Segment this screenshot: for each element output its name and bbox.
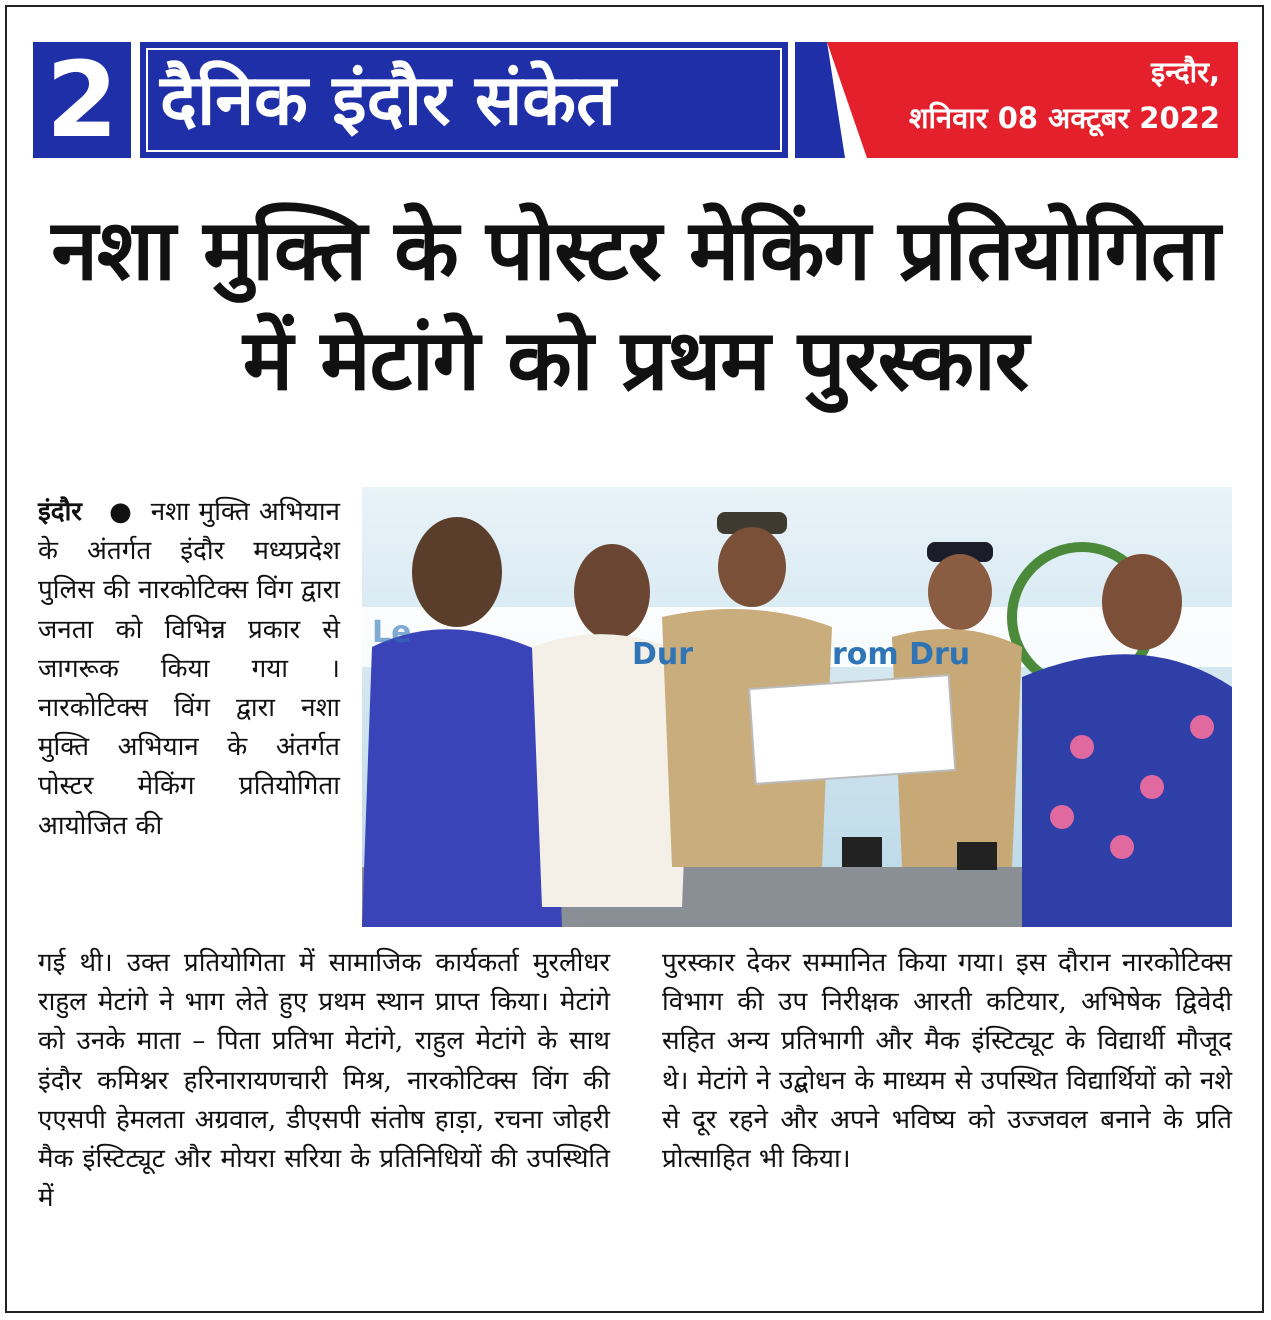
- person-5-head: [1102, 554, 1182, 650]
- page-number: 2: [33, 42, 131, 158]
- certificate: [749, 675, 955, 784]
- banner-text-left: Le: [372, 615, 412, 650]
- award-photo: [362, 487, 1232, 927]
- dateline-bullet: ●: [109, 497, 133, 527]
- floral-pattern-dot: [1050, 805, 1074, 829]
- person-4-head: [928, 554, 992, 630]
- dateline-box: [795, 42, 1238, 158]
- headline-line-2: में मेटांगे को प्रथम पुरस्कार: [242, 311, 1029, 409]
- article-column-left: गई थी। उक्त प्रतियोगिता में सामाजिक कार्यकर्ता मुरलीधर राहुल मेटांगे ने भाग लेते हुए प्रथम स्थान प्राप्त किया। मेटांगे को उनके माता – पिता प्रतिभा मेटांगे, राहुल मेटांगे के साथ इंदौर कमिश्नर हरिनारायणचारी मिश्र, नारकोटिक्स विंग की एएसपी हेमलता अग्रवाल, डीएसपी संतोष हाड़ा, रचना जोहरी मैक इंस्टिट्यूट और मोयरा सरिया के प्रतिनिधियों की उपस्थिति में: [38, 948, 610, 1214]
- article-dateline: इंदौर: [38, 497, 82, 527]
- masthead-title-box: [140, 42, 788, 158]
- headline: [20, 195, 1251, 415]
- headline-line-1: नशा मुक्ति के पोस्टर मेकिंग प्रतियोगिता: [51, 201, 1220, 299]
- person-1-head: [412, 517, 502, 627]
- floral-pattern-dot: [1070, 735, 1094, 759]
- person-5-body: [1022, 654, 1232, 927]
- floral-pattern-dot: [1140, 775, 1164, 799]
- person-1-body: [362, 629, 562, 927]
- dateline-date: शनिवार 08 अक्टूबर 2022: [908, 101, 1220, 135]
- article-intro: [38, 493, 340, 846]
- article-column-right: पुरस्कार देकर सम्मानित किया गया। इस दौरान नारकोटिक्स विभाग की उप निरीक्षक आरती कटियार, अभिषेक द्विवेदी सहित अन्य प्रतिभागी और मैक इंस्टिट्यूट के विद्यार्थी मौजूद थे। मेटांगे ने उद्बोधन के माध्यम से उपस्थित विद्यार्थियों को नशे से दूर रहने और अपने भविष्य को उज्जवल बनाने के प्रति प्रोत्साहित भी किया।: [662, 948, 1232, 1175]
- microphone-base: [957, 842, 997, 870]
- person-3-head: [718, 527, 786, 607]
- person-2-head: [574, 544, 650, 640]
- floral-pattern-dot: [1110, 835, 1134, 859]
- banner-text-right: rom Dru: [832, 637, 971, 672]
- newspaper-name: दैनिक इंदौर संकेत: [146, 48, 782, 152]
- photo-illustration: [362, 487, 1232, 927]
- banner-text-mid: Dur: [632, 637, 694, 672]
- floral-pattern-dot: [1190, 715, 1214, 739]
- article-intro-text: नशा मुक्ति अभियान के अंतर्गत इंदौर मध्यप्रदेश पुलिस की नारकोटिक्स विंग द्वारा जनता को विभिन्न प्रकार से जागरूक किया गया । नारकोटिक्स विंग द्वारा नशा मुक्ति अभियान के अंतर्गत पोस्टर मेकिंग प्रतियोगिता आयोजित की: [38, 497, 340, 841]
- dateline-city: इन्दौर,: [1151, 55, 1220, 89]
- microphone-base: [842, 837, 882, 867]
